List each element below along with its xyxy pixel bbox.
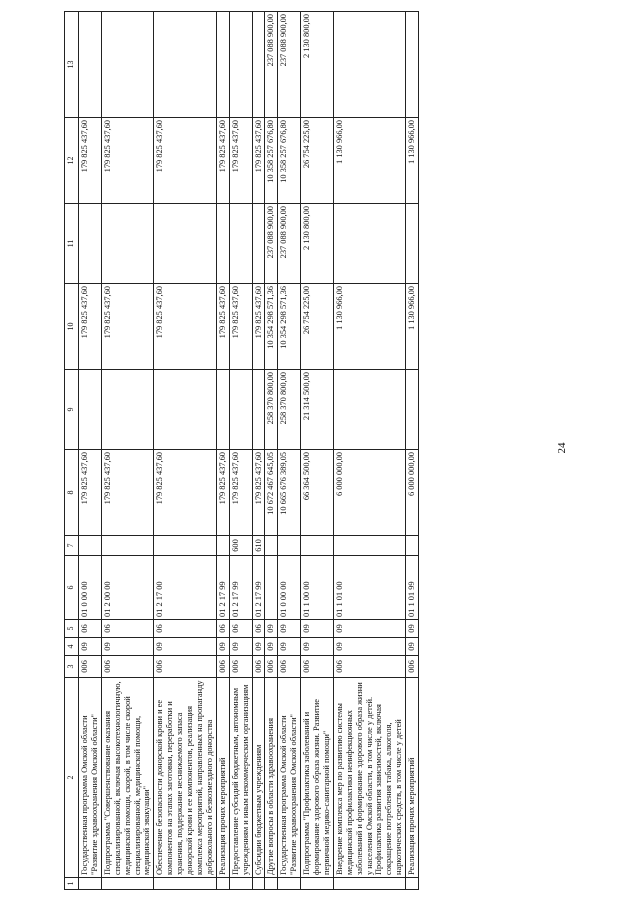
cell-expense-type (333, 536, 405, 556)
col-header-2: 2 (65, 678, 79, 878)
cell-subvention-2 (79, 204, 102, 284)
cell-subvention-1: 21 314 500,00 (301, 370, 334, 450)
table-row (301, 12, 334, 890)
cell-ministry: 006 (154, 656, 216, 678)
row-name: Подпрограмма "Профилактика заболеваний и формирование здорового образа жизни. Развитие первичной медико-санитарной помощи" (301, 678, 334, 878)
cell-total-3: 179 825 437,60 (252, 118, 265, 204)
cell-total-1: 66 364 500,00 (301, 450, 334, 536)
cell-ministry: 006 (301, 656, 334, 678)
table-row (79, 12, 102, 890)
cell-subsection: 06 (154, 620, 216, 638)
cell-ministry: 006 (229, 656, 252, 678)
cell-subvention-2: 237 088 900,00 (278, 204, 301, 284)
cell-total-2: 179 825 437,60 (229, 284, 252, 370)
cell-target-code: 01 2 00 00 (101, 556, 154, 620)
col-header-12: 12 (65, 118, 79, 204)
cell-target-code (265, 556, 278, 620)
cell-subvention-2 (154, 204, 216, 284)
cell-total-2: 1 130 966,00 (406, 284, 419, 370)
table-row (406, 12, 419, 890)
cell-subsection: 09 (265, 620, 278, 638)
cell-subvention-2 (101, 204, 154, 284)
row-name: Другие вопросы в области здравоохранения (265, 678, 278, 878)
cell-target-code: 01 0 00 00 (278, 556, 301, 620)
cell-total-3: 26 754 225,00 (301, 118, 334, 204)
cell-subvention-2: 237 088 900,00 (265, 204, 278, 284)
cell-subvention-3 (154, 12, 216, 118)
cell-subvention-1 (79, 370, 102, 450)
cell-total-1: 179 825 437,60 (154, 450, 216, 536)
cell-target-code: 01 2 17 99 (252, 556, 265, 620)
cell-section: 09 (278, 638, 301, 656)
cell-total-3: 179 825 437,60 (216, 118, 229, 204)
page-number: 24 (556, 442, 568, 454)
cell-total-3: 10 358 257 676,80 (278, 118, 301, 204)
cell-subvention-1 (333, 370, 405, 450)
cell-subsection: 06 (79, 620, 102, 638)
cell-total-1: 179 825 437,60 (101, 450, 154, 536)
cell-target-code: 01 2 17 99 (216, 556, 229, 620)
cell-expense-type (301, 536, 334, 556)
cell-total-2: 179 825 437,60 (154, 284, 216, 370)
cell-subvention-3 (101, 12, 154, 118)
row-name: Государственная программа Омской области "Развитие здравоохранения Омской области" (278, 678, 301, 878)
cell-expense-type: 610 (252, 536, 265, 556)
cell-expense-type (216, 536, 229, 556)
cell-expense-type: 600 (229, 536, 252, 556)
cell-subsection: 09 (333, 620, 405, 638)
row-name: Предоставление субсидий бюджетным, автономным учреждениям и иным некоммерческим организациям (229, 678, 252, 878)
cell-total-2: 179 825 437,60 (216, 284, 229, 370)
cell-total-3: 179 825 437,60 (229, 118, 252, 204)
cell-subvention-1 (229, 370, 252, 450)
col-header-6: 6 (65, 556, 79, 620)
cell-subvention-3: 2 130 800,00 (301, 12, 334, 118)
col-header-11: 11 (65, 204, 79, 284)
table-row (278, 12, 301, 890)
cell-subvention-3 (216, 12, 229, 118)
col-header-7: 7 (65, 536, 79, 556)
cell-subvention-1 (154, 370, 216, 450)
col-header-5: 5 (65, 620, 79, 638)
cell-ministry: 006 (278, 656, 301, 678)
cell-subsection: 09 (278, 620, 301, 638)
cell-subsection: 06 (229, 620, 252, 638)
table-row (154, 12, 216, 890)
cell-target-code: 01 1 01 99 (406, 556, 419, 620)
cell-ministry: 006 (406, 656, 419, 678)
cell-ministry: 006 (79, 656, 102, 678)
table-row (265, 12, 278, 890)
cell-expense-type (265, 536, 278, 556)
cell-section: 09 (252, 638, 265, 656)
cell-total-1: 179 825 437,60 (216, 450, 229, 536)
cell-subvention-2 (229, 204, 252, 284)
cell-total-1: 6 000 000,00 (333, 450, 405, 536)
cell-subvention-2 (406, 204, 419, 284)
col-header-4: 4 (65, 638, 79, 656)
cell-total-2: 1 130 966,00 (333, 284, 405, 370)
budget-table (64, 11, 419, 890)
cell-total-2: 26 754 225,00 (301, 284, 334, 370)
cell-total-1: 10 665 676 389,05 (278, 450, 301, 536)
header-row (65, 12, 79, 890)
col-header-3: 3 (65, 656, 79, 678)
cell-subvention-2 (252, 204, 265, 284)
cell-total-3: 1 130 966,00 (406, 118, 419, 204)
cell-total-3: 179 825 437,60 (154, 118, 216, 204)
col-header-13: 13 (65, 12, 79, 118)
row-name: Субсидии бюджетным учреждениям (252, 678, 265, 878)
cell-subvention-1 (216, 370, 229, 450)
row-name: Внедрение комплекса мер по развитию системы медицинской профилактики неинфекционных заболеваний и формирование здорового образа жизни у населения Омской области, в том числе у детей. Профилактика развития зависимостей, включая сокращение потребления табака, алкоголя, наркотических средств, в том числе у детей (333, 678, 405, 878)
cell-total-2: 179 825 437,60 (101, 284, 154, 370)
cell-expense-type (79, 536, 102, 556)
cell-ministry: 006 (101, 656, 154, 678)
cell-section: 09 (301, 638, 334, 656)
cell-subvention-3 (333, 12, 405, 118)
row-name: Обеспечение безопасности донорской крови и ее компонентов на этапах заготовки, переработки и хранения, поддержание неснижаемого запаса донорской крови и ее компонентов, реализация комплекса мероприятий, направленных на пропаганду добровольного и безвозмездного донорства (154, 678, 216, 878)
row-name: Государственная программа Омской области "Развитие здравоохранения Омской области" (79, 678, 102, 878)
cell-section: 09 (229, 638, 252, 656)
table-row (101, 12, 154, 890)
cell-target-code: 01 1 00 00 (301, 556, 334, 620)
cell-subsection: 06 (252, 620, 265, 638)
cell-total-2: 10 354 298 571,36 (278, 284, 301, 370)
cell-ministry: 006 (333, 656, 405, 678)
cell-total-1: 6 000 000,00 (406, 450, 419, 536)
row-name: Реализация прочих мероприятий (406, 678, 419, 878)
cell-section: 09 (216, 638, 229, 656)
cell-target-code: 01 2 17 00 (154, 556, 216, 620)
cell-total-1: 179 825 437,60 (252, 450, 265, 536)
table-row (333, 12, 405, 890)
cell-subvention-3 (252, 12, 265, 118)
cell-total-3: 10 358 257 676,80 (265, 118, 278, 204)
row-name: Подпрограмма "Совершенствование оказания специализированной, включая высокотехнологичную, медицинской помощи, скорой, в том числе скорой специализированной, медицинской помощи, медицинской эвакуации" (101, 678, 154, 878)
cell-target-code: 01 2 17 99 (229, 556, 252, 620)
cell-total-2: 179 825 437,60 (79, 284, 102, 370)
cell-subvention-2: 2 130 800,00 (301, 204, 334, 284)
cell-subvention-3: 237 088 900,00 (278, 12, 301, 118)
cell-section: 09 (79, 638, 102, 656)
cell-subvention-3 (229, 12, 252, 118)
table-row (216, 12, 229, 890)
cell-ministry: 006 (265, 656, 278, 678)
cell-total-2: 179 825 437,60 (252, 284, 265, 370)
cell-subvention-1 (406, 370, 419, 450)
cell-section: 09 (154, 638, 216, 656)
col-header-8: 8 (65, 450, 79, 536)
col-header-9: 9 (65, 370, 79, 450)
cell-expense-type (154, 536, 216, 556)
cell-total-1: 10 672 467 645,05 (265, 450, 278, 536)
cell-subsection: 09 (406, 620, 419, 638)
cell-subvention-3 (79, 12, 102, 118)
cell-section: 09 (406, 638, 419, 656)
cell-target-code: 01 1 01 00 (333, 556, 405, 620)
cell-subvention-1 (252, 370, 265, 450)
cell-subvention-3 (406, 12, 419, 118)
cell-total-1: 179 825 437,60 (229, 450, 252, 536)
cell-expense-type (406, 536, 419, 556)
cell-total-1: 179 825 437,60 (79, 450, 102, 536)
cell-ministry: 006 (216, 656, 229, 678)
cell-expense-type (278, 536, 301, 556)
row-name: Реализация прочих мероприятий (216, 678, 229, 878)
cell-total-3: 1 130 966,00 (333, 118, 405, 204)
cell-subvention-1: 258 370 800,00 (265, 370, 278, 450)
cell-subvention-2 (333, 204, 405, 284)
cell-section: 09 (101, 638, 154, 656)
col-header-10: 10 (65, 284, 79, 370)
budget-table-rotated (64, 12, 584, 890)
cell-section: 09 (333, 638, 405, 656)
table-row (229, 12, 252, 890)
cell-subvention-1 (101, 370, 154, 450)
cell-subvention-2 (216, 204, 229, 284)
cell-target-code: 01 0 00 00 (79, 556, 102, 620)
col-header-1: 1 (65, 878, 79, 890)
cell-subvention-3: 237 088 900,00 (265, 12, 278, 118)
cell-ministry: 006 (252, 656, 265, 678)
cell-section: 09 (265, 638, 278, 656)
table-row (252, 12, 265, 890)
cell-subvention-1: 258 370 800,00 (278, 370, 301, 450)
cell-expense-type (101, 536, 154, 556)
cell-total-3: 179 825 437,60 (79, 118, 102, 204)
cell-total-2: 10 354 298 571,36 (265, 284, 278, 370)
cell-subsection: 06 (101, 620, 154, 638)
cell-subsection: 06 (216, 620, 229, 638)
cell-total-3: 179 825 437,60 (101, 118, 154, 204)
cell-subsection: 09 (301, 620, 334, 638)
